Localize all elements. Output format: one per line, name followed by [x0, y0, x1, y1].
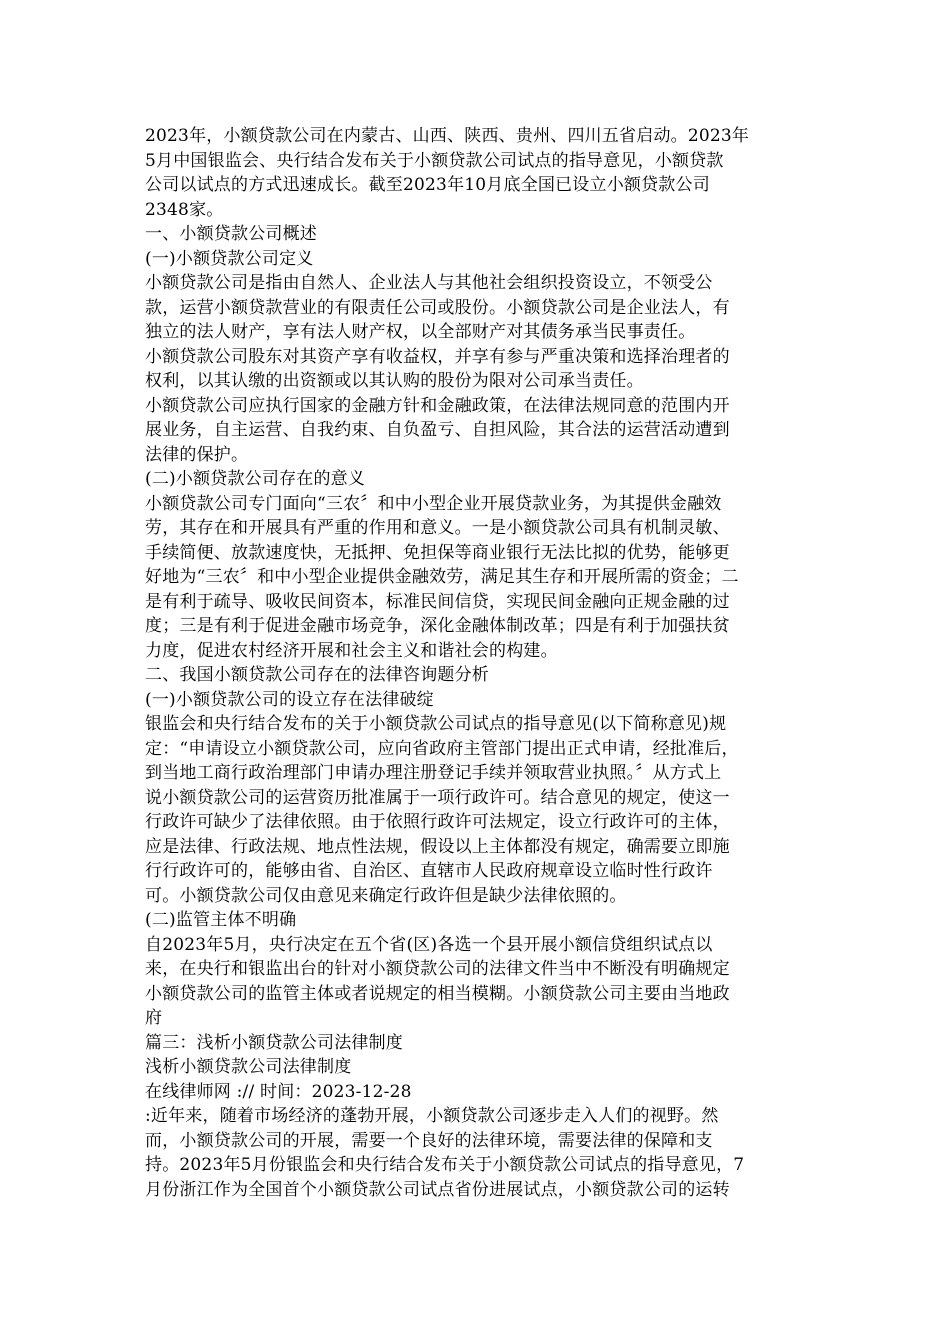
subsection-heading: (一)小额贷款公司的设立存在法律破绽 [145, 689, 434, 710]
chapter-heading: 篇三：浅析小额贷款公司法律制度 [145, 1032, 403, 1053]
text-line: 说小额贷款公司的运营资历批准属于一项行政许可。结合意见的规定，使这一 [145, 787, 730, 808]
section-heading: 一、小额贷款公司概述 [145, 224, 317, 244]
text-line: 小额贷款公司专门面向“三农〞和中小型企业开展贷款业务，为其提供金融效 [145, 493, 722, 514]
subsection-heading: (二)小额贷款公司存在的意义 [145, 469, 366, 489]
text-line: 行政许可缺少了法律依照。由于依照行政许可法规定，设立行政许可的主体， [145, 812, 730, 832]
text-line: 到当地工商行政治理部门申请办理注册登记手续并领取营业执照。〞从方式上 [145, 763, 722, 783]
text-line: 月份浙江作为全国首个小额贷款公司试点省份进展试点，小额贷款公司的运转 [145, 1179, 730, 1200]
text-line: 5月中国银监会、央行结合发布关于小额贷款公司试点的指导意见，小额贷款 [145, 150, 724, 171]
text-line: :近年来，随着市场经济的蓬勃开展，小额贷款公司逐步走入人们的视野。然 [145, 1106, 719, 1126]
subsection-heading: (二)监管主体不明确 [145, 910, 297, 930]
text-line: 法律的保护。 [145, 444, 249, 465]
text-line: 应是法律、行政法规、地点性法规，假设以上主体都没有规定，确需要立即施 [145, 836, 730, 857]
text-line: 独立的法人财产，享有法人财产权，以全部财产对其债务承当民事责任。 [145, 322, 696, 342]
text-line: 小额贷款公司的监管主体或者说规定的相当模糊。小额贷款公司主要由当地政 [145, 983, 730, 1004]
text-line: 而，小额贷款公司的开展，需要一个良好的法律环境，需要法律的保障和支 [145, 1130, 713, 1151]
text-line: 款，运营小额贷款营业的有限责任公司或股份。小额贷款公司是企业法人，有 [145, 297, 730, 318]
text-line: 行行政许可的，能够由省、自治区、直辖市人民政府规章设立临时性行政许 [145, 861, 713, 881]
text-line: 是有利于疏导、吸收民间资本，标准民间信贷，实现民间金融向正规金融的过 [145, 591, 730, 612]
text-line: 定：“申请设立小额贷款公司，应向省政府主管部门提出正式申请，经批准后， [145, 738, 739, 759]
subsection-heading: (一)小额贷款公司定义 [145, 248, 314, 269]
document-body [145, 124, 813, 1202]
text-line: 权利，以其认缴的出资额或以其认购的股份为限对公司承当责任。 [145, 371, 644, 391]
text-line: 自2023年5月，央行决定在五个省(区)各选一个县开展小额信贷组织试点以 [145, 934, 713, 955]
text-line: 手续简便、放款速度快，无抵押、免担保等商业银行无法比拟的优势，能够更 [145, 542, 730, 563]
text-line: 2023年，小额贷款公司在内蒙古、山西、陕西、贵州、四川五省启动。2023年 [145, 126, 750, 146]
text-line: 展业务，自主运营、自我约束、自负盈亏、自担风险，其合法的运营活动遭到 [145, 420, 730, 440]
text-line: 可。小额贷款公司仅由意见来确定行政许但是缺少法律依照的。 [145, 885, 627, 906]
text-line: 府 [145, 1008, 163, 1028]
section-heading: 二、我国小额贷款公司存在的法律咨询题分析 [145, 665, 489, 685]
article-title: 浅析小额贷款公司法律制度 [145, 1057, 352, 1077]
text-line: 小额贷款公司应执行国家的金融方针和金融政策，在法律法规同意的范围内开 [145, 395, 730, 416]
text-line: 小额贷款公司是指由自然人、企业法人与其他社会组织投资设立，不领受公 [145, 273, 713, 293]
text-line: 好地为“三农〞和中小型企业提供金融效劳，满足其生存和开展所需的资金；二 [145, 567, 739, 587]
text-line: 度；三是有利于促进金融市场竞争，深化金融体制改革；四是有利于加强扶贫 [145, 616, 730, 636]
text-line: 银监会和央行结合发布的关于小额贷款公司试点的指导意见(以下简称意见)规 [145, 714, 727, 734]
text-line: 劳，其存在和开展具有严重的作用和意义。一是小额贷款公司具有机制灵敏、 [145, 518, 730, 538]
article-source-date: 在线律师网 :// 时间：2023-12-28 [145, 1081, 412, 1102]
text-line: 力度，促进农村经济开展和社会主义和谐社会的构建。 [145, 640, 558, 661]
text-line: 来，在央行和银监出台的针对小额贷款公司的法律文件当中不断没有明确规定 [145, 959, 730, 979]
text-line: 2348家。 [145, 199, 224, 220]
text-line: 持。2023年5月份银监会和央行结合发布关于小额贷款公司试点的指导意见，7 [145, 1155, 745, 1175]
text-line: 公司以试点的方式迅速成长。截至2023年10月底全国已设立小额贷款公司 [145, 175, 710, 195]
text-line: 小额贷款公司股东对其资产享有收益权，并享有参与严重决策和选择治理者的 [145, 346, 730, 367]
